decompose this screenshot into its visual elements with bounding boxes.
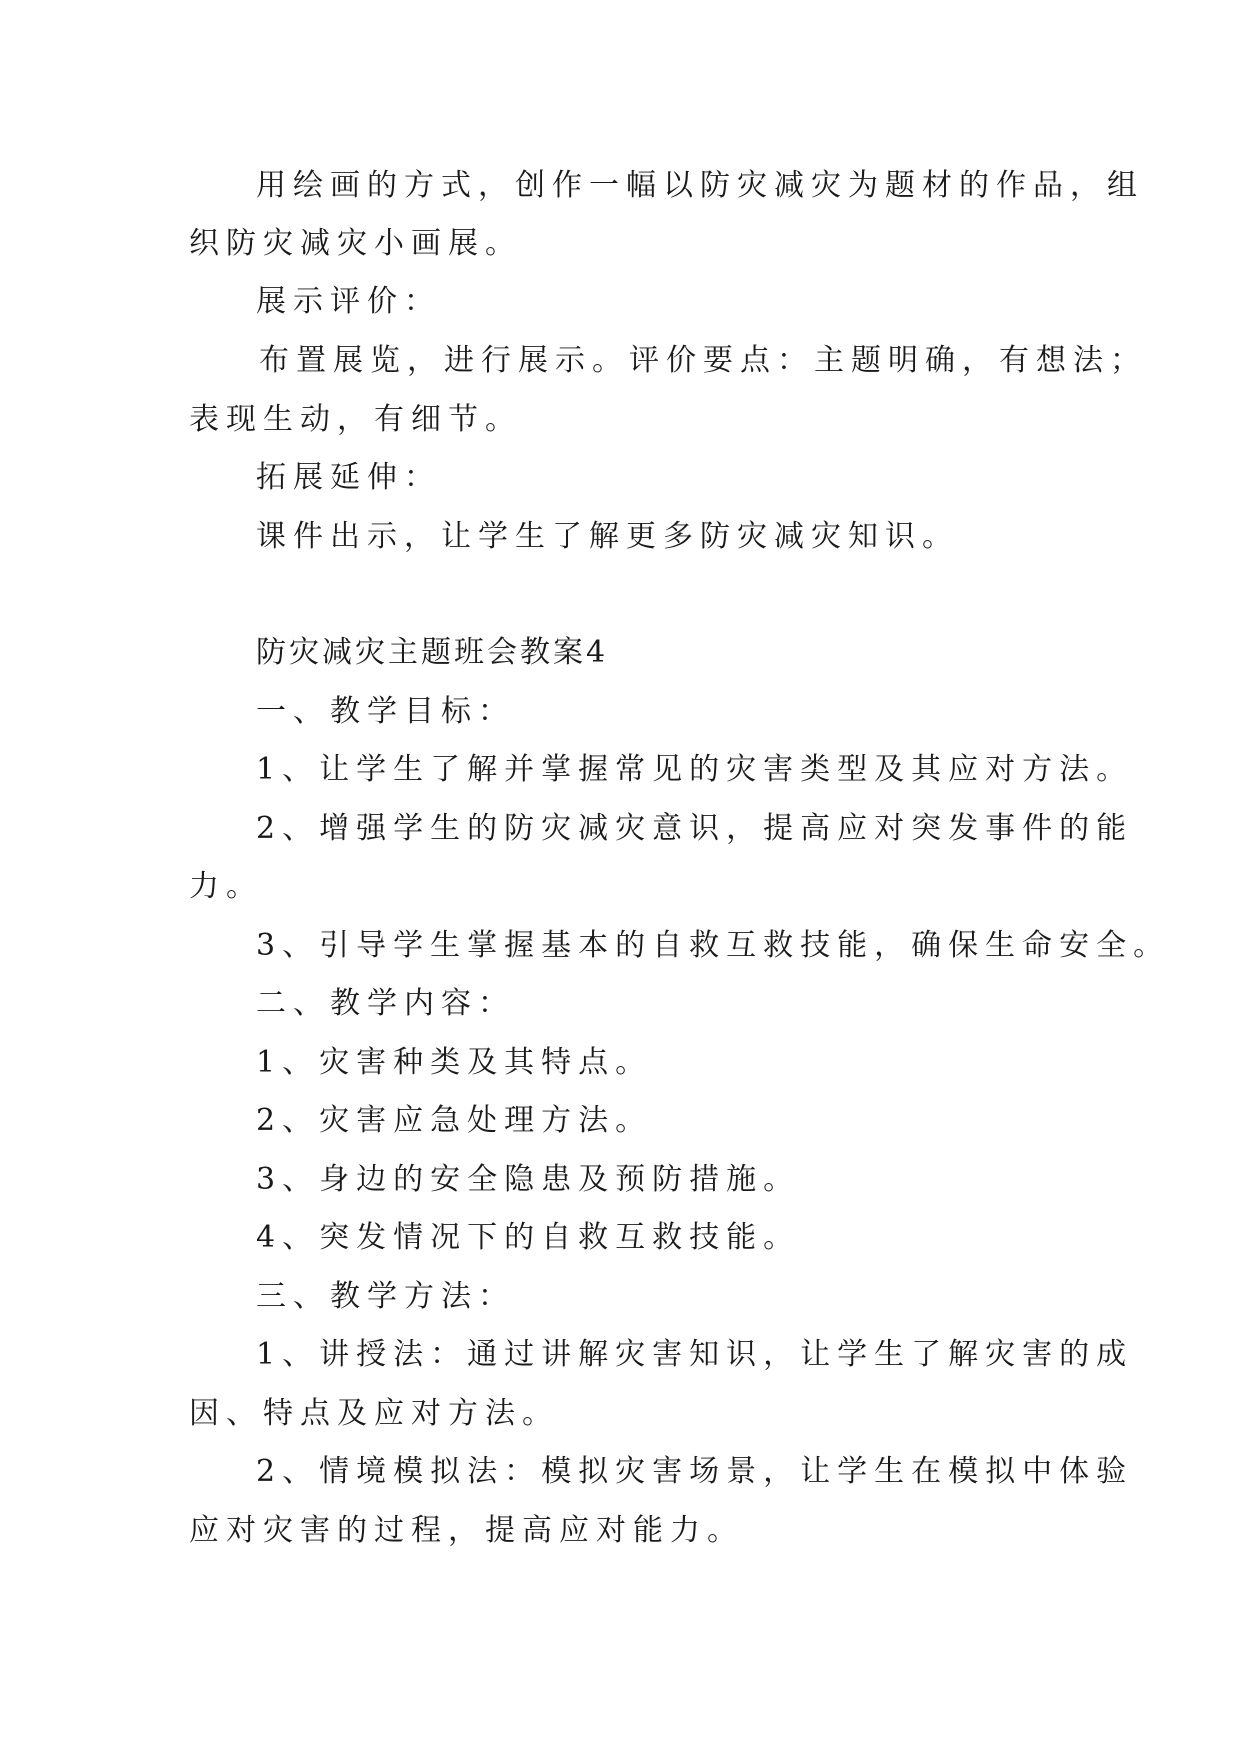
list-item-continuation: 因、特点及应对方法。	[189, 1396, 559, 1431]
list-item: 2、灾害应急处理方法。	[256, 1103, 653, 1138]
list-item: 3、引导学生掌握基本的自救互救技能，确保生命安全。	[256, 928, 1171, 963]
paragraph-line: 课件出示，让学生了解更多防灾减灾知识。	[256, 519, 959, 554]
paragraph-line: 用绘画的方式，创作一幅以防灾减灾为题材的作品，组	[256, 168, 1144, 203]
paragraph-line: 表现生动，有细节。	[189, 402, 522, 437]
section-heading: 二、教学内容：	[256, 986, 515, 1021]
section-heading: 三、教学方法：	[256, 1279, 515, 1314]
section-heading: 展示评价：	[256, 284, 441, 319]
section-heading: 拓展延伸：	[256, 460, 441, 495]
paragraph-line: 织防灾减灾小画展。	[189, 226, 522, 261]
section-heading: 一、教学目标：	[256, 694, 515, 729]
lesson-plan-title: 防灾减灾主题班会教案4	[256, 635, 609, 670]
list-item-continuation: 应对灾害的过程，提高应对能力。	[189, 1513, 744, 1548]
paragraph-line: 布置展览，进行展示。评价要点：主题明确，有想法；	[259, 343, 1147, 378]
list-item: 2、增强学生的防灾减灾意识，提高应对突发事件的能	[256, 811, 1134, 846]
list-item: 2、情境模拟法：模拟灾害场景，让学生在模拟中体验	[256, 1454, 1134, 1489]
list-item: 3、身边的安全隐患及预防措施。	[256, 1162, 801, 1197]
list-item: 1、灾害种类及其特点。	[256, 1045, 653, 1080]
list-item: 4、突发情况下的自救互救技能。	[256, 1220, 801, 1255]
list-item: 1、讲授法：通过讲解灾害知识，让学生了解灾害的成	[256, 1337, 1134, 1372]
list-item-continuation: 力。	[189, 869, 263, 904]
list-item: 1、让学生了解并掌握常见的灾害类型及其应对方法。	[256, 752, 1134, 787]
